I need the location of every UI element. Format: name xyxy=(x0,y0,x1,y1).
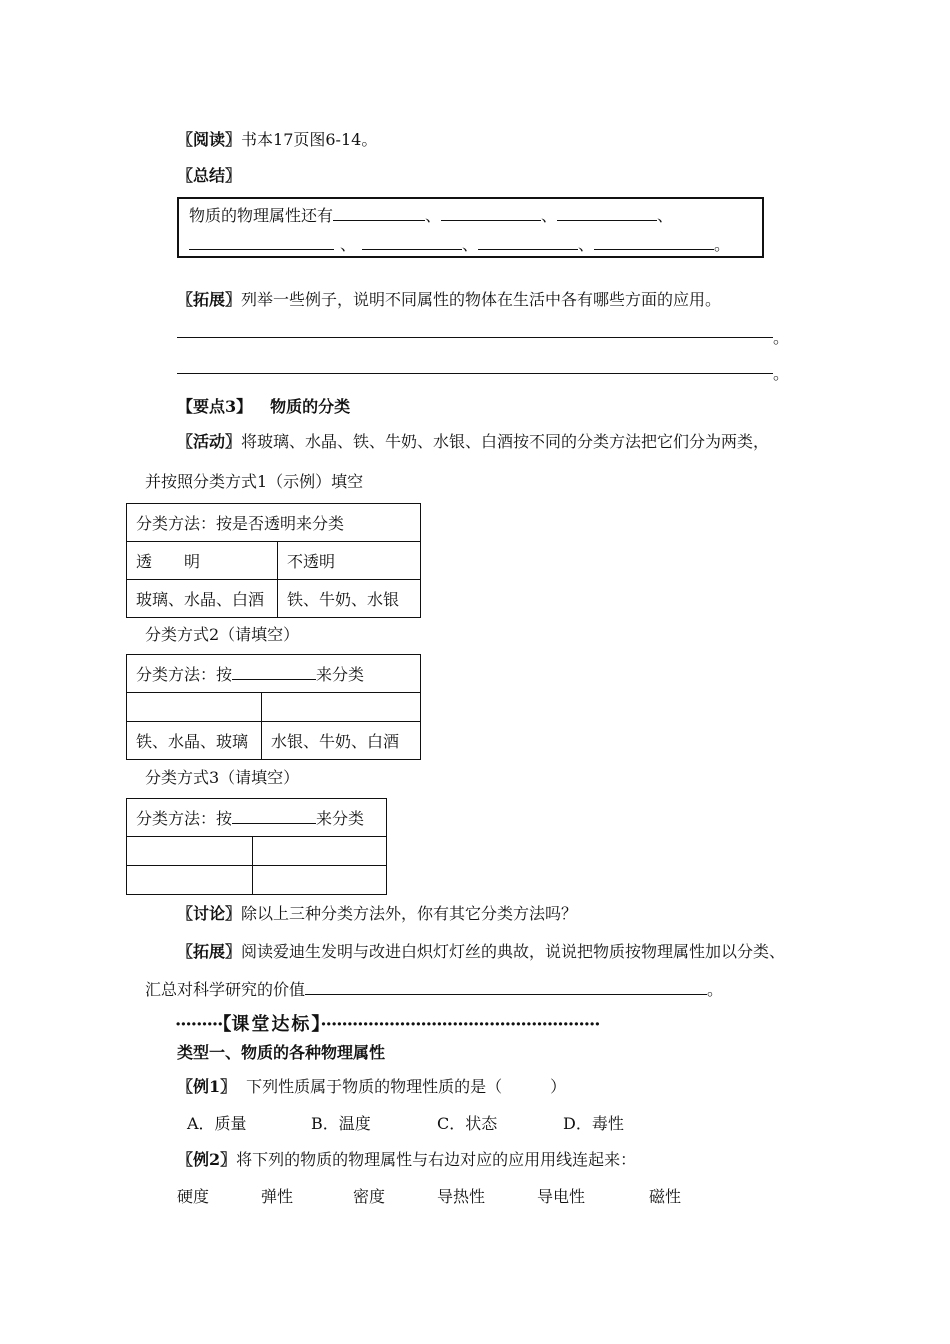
table3-cell[interactable] xyxy=(253,866,387,895)
extend2-text: 阅读爱迪生发明与改进白炽灯灯丝的典故，说说把物质按物理属性加以分类、 xyxy=(241,942,786,961)
table1-header: 分类方法：按是否透明来分类 xyxy=(127,504,421,542)
table3-cell[interactable] xyxy=(127,837,253,866)
property-item[interactable]: 硬度 xyxy=(177,1187,210,1206)
extend2-line-2: 汇总对科学研究的价值 。 xyxy=(145,980,724,999)
section-banner: ·········【课堂达标】····················································· xyxy=(175,1014,600,1035)
table2-header: 分类方法：按 来分类 xyxy=(127,655,421,693)
example2-line xyxy=(177,1147,636,1170)
activity-text: 将玻璃、水晶、铁、牛奶、水银、白酒按不同的分类方法把它们分为两类， xyxy=(241,432,770,451)
keypoint-tag: 【要点3】 xyxy=(177,397,253,416)
summary-tag: 〖总结〗 xyxy=(177,166,242,185)
read-text: 书本17页图6-14。 xyxy=(241,130,378,149)
read-tag: 〖阅读〗 xyxy=(177,130,242,149)
property-item[interactable]: 磁性 xyxy=(649,1187,682,1206)
summary-line-2: 、 、 、 。 xyxy=(189,232,730,255)
read-line xyxy=(177,127,377,150)
summary-blank[interactable] xyxy=(333,206,425,221)
answer-end: 。 xyxy=(773,328,790,347)
table2-row2: 水银、牛奶、白酒 xyxy=(262,722,421,760)
answer-end: 。 xyxy=(773,364,790,383)
example1-tag: 〖例1〗 xyxy=(177,1077,237,1096)
table3-cell[interactable] xyxy=(127,866,253,895)
table2-blank[interactable] xyxy=(232,665,316,680)
extend2-blank[interactable] xyxy=(305,980,707,995)
extend1-line xyxy=(177,287,721,310)
answer-line[interactable] xyxy=(177,373,773,374)
classification-table-3 xyxy=(126,798,387,895)
table2-cell[interactable] xyxy=(127,693,262,722)
answer-line[interactable] xyxy=(177,337,773,338)
discuss-line xyxy=(177,901,577,924)
table1-row1: 玻璃、水晶、白酒 xyxy=(127,580,278,618)
summary-line-1: 物质的物理属性还有 、 、 、 xyxy=(189,206,674,225)
example1-option[interactable]: B．温度 xyxy=(311,1114,371,1133)
summary-blank[interactable] xyxy=(594,235,714,250)
extend1-tag: 〖拓展〗 xyxy=(177,290,242,309)
table1-col2: 不透明 xyxy=(278,542,421,580)
extend1-text: 列举一些例子，说明不同属性的物体在生活中各有哪些方面的应用。 xyxy=(241,290,722,309)
summary-blank[interactable] xyxy=(189,235,334,250)
example1-option[interactable]: A．质量 xyxy=(187,1114,247,1133)
table3-header: 分类方法：按 来分类 xyxy=(127,799,387,837)
property-item[interactable]: 导热性 xyxy=(437,1187,486,1206)
extend2-tag: 〖拓展〗 xyxy=(177,942,242,961)
activity-line xyxy=(177,429,769,452)
example1-text: 下列性质属于物质的物理性质的是（ ） xyxy=(246,1077,567,1096)
summary-blank[interactable] xyxy=(478,235,578,250)
extend2-line xyxy=(177,939,785,962)
type1-title: 类型一、物质的各种物理属性 xyxy=(177,1043,386,1062)
activity-tag: 〖活动〗 xyxy=(177,432,242,451)
keypoint-heading xyxy=(177,394,350,417)
discuss-tag: 〖讨论〗 xyxy=(177,904,242,923)
method3-label: 分类方式3（请填空） xyxy=(145,768,300,787)
summary-blank[interactable] xyxy=(557,206,657,221)
example1-line xyxy=(177,1074,566,1097)
table3-blank[interactable] xyxy=(232,809,316,824)
property-item[interactable]: 密度 xyxy=(353,1187,386,1206)
method2-label: 分类方式2（请填空） xyxy=(145,625,300,644)
keypoint-title: 物质的分类 xyxy=(270,397,351,416)
example2-text: 将下列的物质的物理属性与右边对应的应用用线连起来： xyxy=(236,1150,637,1169)
table3-cell[interactable] xyxy=(253,837,387,866)
table1-col1: 透 明 xyxy=(127,542,278,580)
example1-option[interactable]: C．状态 xyxy=(437,1114,498,1133)
classification-table-1 xyxy=(126,503,421,618)
banner-title: 课堂达标 xyxy=(231,1014,312,1035)
discuss-text: 除以上三种分类方法外，你有其它分类方法吗？ xyxy=(241,904,578,923)
summary-blank[interactable] xyxy=(362,235,462,250)
activity-line-2: 并按照分类方式1（示例）填空 xyxy=(145,472,364,491)
property-item[interactable]: 导电性 xyxy=(537,1187,586,1206)
table1-row2: 铁、牛奶、水银 xyxy=(278,580,421,618)
property-item[interactable]: 弹性 xyxy=(261,1187,294,1206)
summary-blank[interactable] xyxy=(441,206,541,221)
table2-row1: 铁、水晶、玻璃 xyxy=(127,722,262,760)
table2-cell[interactable] xyxy=(262,693,421,722)
example2-tag: 〖例2〗 xyxy=(177,1150,237,1169)
example1-option[interactable]: D．毒性 xyxy=(563,1114,624,1133)
classification-table-2 xyxy=(126,654,421,760)
summary-lead: 物质的物理属性还有 xyxy=(189,206,334,225)
